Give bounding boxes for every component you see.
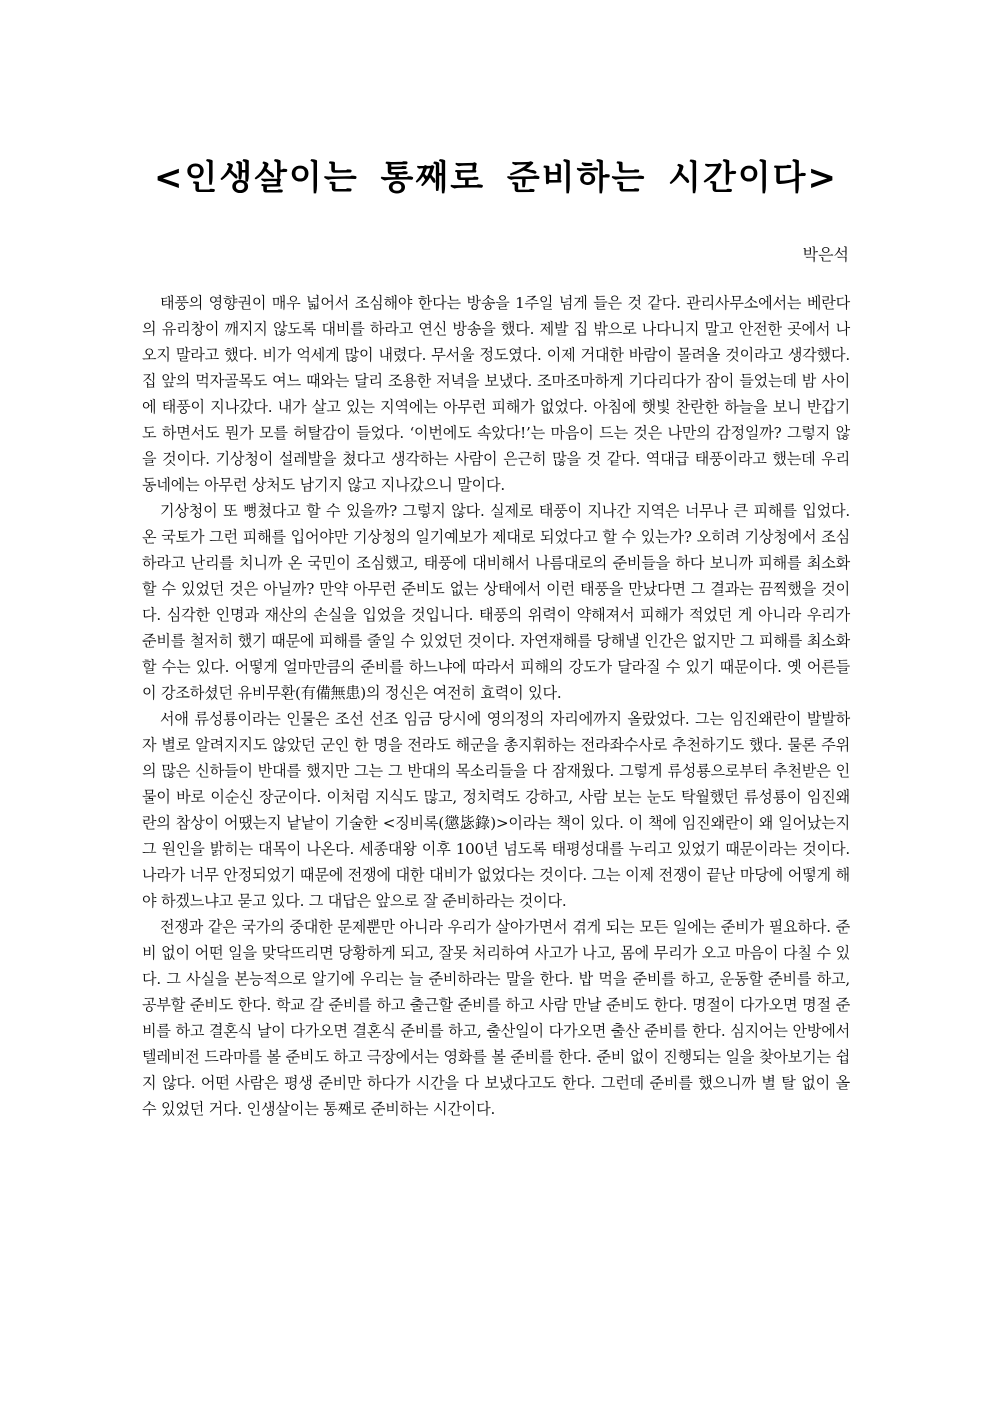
paragraph: 기상청이 또 뻥쳤다고 할 수 있을까? 그렇지 않다. 실제로 태풍이 지나간 지역은 너무나 큰 피해를 입었다. 온 국토가 그런 피해를 입어야만 기상청의 일기예보가 제대로 되었다고 할 수 있는가? 오히려 기상청에서 조심하라고 난리를 치니까 온 국민이 조심했고, 태풍에 대비해서 나름대로의 준비들을 하다 보니까 피해를 최소화할 수 있었던 것은 아닐까? 만약 아무런 준비도 없는 상태에서 이런 태풍을 만났다면 그 결과는 끔찍했을 것이다. 심각한 인명과 재산의 손실을 입었을 것입니다. 태풍의 위력이 약해져서 피해가 적었던 게 아니라 우리가 준비를 철저히 했기 때문에 피해를 줄일 수 있었던 것이다. 자연재해를 당해낼 인간은 없지만 그 피해를 최소화할 수는 있다. 어떻게 얼마만큼의 준비를 하느냐에 따라서 피해의 강도가 달라질 수 있기 때문이다. 옛 어른들이 강조하셨던 유비무환(有備無患)의 정신은 여전히 효력이 있다. — [142, 502, 850, 702]
document-body — [142, 290, 850, 1122]
document-title: <인생살이는 통째로 준비하는 시간이다> — [154, 158, 838, 198]
author-name: 박은석 — [802, 245, 849, 264]
paragraph: 서애 류성룡이라는 인물은 조선 선조 임금 당시에 영의정의 자리에까지 올랐었다. 그는 임진왜란이 발발하자 별로 알려지지도 않았던 군인 한 명을 전라도 해군을 총지휘하는 전라좌수사로 추천하기도 했다. 물론 주위의 많은 신하들이 반대를 했지만 그는 그 반대의 목소리들을 다 잠재웠다. 그렇게 류성룡으로부터 추천받은 인물이 바로 이순신 장군이다. 이처럼 지식도 많고, 정치력도 강하고, 사람 보는 눈도 탁월했던 류성룡이 임진왜란의 참상이 어땠는지 낱낱이 기술한 <징비록(懲毖錄)>이라는 책이 있다. 이 책에 임진왜란이 왜 일어났는지 그 원인을 밝히는 대목이 나온다. 세종대왕 이후 100년 넘도록 태평성대를 누리고 있었기 때문이라는 것이다. 나라가 너무 안정되었기 때문에 전쟁에 대한 대비가 없었다는 것이다. 그는 이제 전쟁이 끝난 마당에 어떻게 해야 하겠느냐고 묻고 있다. 그 대답은 앞으로 잘 준비하라는 것이다. — [142, 710, 850, 910]
paragraph: 태풍의 영향권이 매우 넓어서 조심해야 한다는 방송을 1주일 넘게 들은 것 같다. 관리사무소에서는 베란다의 유리창이 깨지지 않도록 대비를 하라고 연신 방송을 했다. 제발 집 밖으로 나다니지 말고 안전한 곳에서 나오지 말라고 했다. 비가 억세게 많이 내렸다. 무서울 정도였다. 이제 거대한 바람이 몰려올 것이라고 생각했다. 집 앞의 먹자골목도 여느 때와는 달리 조용한 저녁을 보냈다. 조마조마하게 기다리다가 잠이 들었는데 밤 사이에 태풍이 지나갔다. 내가 살고 있는 지역에는 아무런 피해가 없었다. 아침에 햇빛 찬란한 하늘을 보니 반갑기도 하면서도 뭔가 모를 허탈감이 들었다. ‘이번에도 속았다!’는 마음이 드는 것은 나만의 감정일까? 그렇지 않을 것이다. 기상청이 설레발을 쳤다고 생각하는 사람이 은근히 많을 것 같다. 역대급 태풍이라고 했는데 우리 동네에는 아무런 상처도 남기지 않고 지나갔으니 말이다. — [142, 294, 850, 494]
paragraph: 전쟁과 같은 국가의 중대한 문제뿐만 아니라 우리가 살아가면서 겪게 되는 모든 일에는 준비가 필요하다. 준비 없이 어떤 일을 맞닥뜨리면 당황하게 되고, 잘못 처리하여 사고가 나고, 몸에 무리가 오고 마음이 다칠 수 있다. 그 사실을 본능적으로 알기에 우리는 늘 준비하라는 말을 한다. 밥 먹을 준비를 하고, 운동할 준비를 하고, 공부할 준비도 한다. 학교 갈 준비를 하고 출근할 준비를 하고 사람 만날 준비도 한다. 명절이 다가오면 명절 준비를 하고 결혼식 날이 다가오면 결혼식 준비를 하고, 출산일이 다가오면 출산 준비를 한다. 심지어는 안방에서 텔레비전 드라마를 볼 준비도 하고 극장에서는 영화를 볼 준비를 한다. 준비 없이 진행되는 일을 찾아보기는 쉽지 않다. 어떤 사람은 평생 준비만 하다가 시간을 다 보냈다고도 한다. 그런데 준비를 했으니까 별 탈 없이 올 수 있었던 거다. 인생살이는 통째로 준비하는 시간이다. — [142, 918, 850, 1118]
